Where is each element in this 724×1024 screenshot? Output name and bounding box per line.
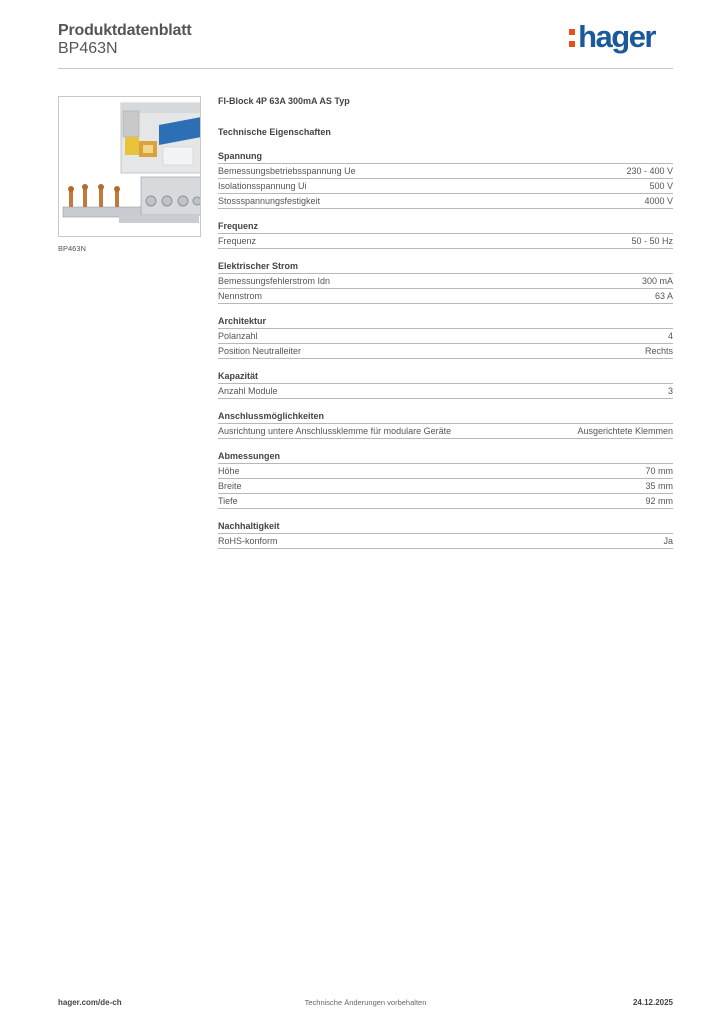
spec-group-title: Kapazität bbox=[218, 370, 673, 384]
spec-label: Position Neutralleiter bbox=[218, 346, 302, 356]
spec-label: Breite bbox=[218, 481, 242, 491]
spec-groups bbox=[218, 150, 673, 549]
spec-value: 50 - 50 Hz bbox=[631, 236, 673, 246]
spec-label: Frequenz bbox=[218, 236, 257, 246]
spec-label: Ausrichtung untere Anschlussklemme für modulare Geräte bbox=[218, 426, 452, 436]
specifications bbox=[218, 96, 673, 549]
footer-date: 24.12.2025 bbox=[632, 998, 673, 1007]
spec-label: Bemessungsfehlerstrom Idn bbox=[218, 276, 331, 286]
spec-value: 300 mA bbox=[641, 276, 673, 286]
spec-row bbox=[218, 479, 673, 494]
spec-group bbox=[218, 410, 673, 439]
spec-row bbox=[218, 344, 673, 359]
spec-row bbox=[218, 534, 673, 549]
spec-label: RoHS-konform bbox=[218, 536, 278, 546]
document-title: Produktdatenblatt bbox=[58, 22, 192, 39]
spec-value: 70 mm bbox=[645, 466, 673, 476]
spec-value: 500 V bbox=[649, 181, 673, 191]
spec-value: 4000 V bbox=[644, 196, 673, 206]
image-caption: BP463N bbox=[58, 244, 86, 253]
spec-group-title: Anschlussmöglichkeiten bbox=[218, 410, 673, 424]
spec-value: 35 mm bbox=[645, 481, 673, 491]
spec-value: 63 A bbox=[654, 291, 673, 301]
spec-row bbox=[218, 164, 673, 179]
spec-group-title: Architektur bbox=[218, 315, 673, 329]
spec-value: Rechts bbox=[644, 346, 673, 356]
product-code: BP463N bbox=[58, 40, 118, 57]
logo-text: hager bbox=[578, 19, 655, 54]
spec-group bbox=[218, 450, 673, 509]
spec-group bbox=[218, 150, 673, 209]
spec-row bbox=[218, 179, 673, 194]
spec-label: Nennstrom bbox=[218, 291, 263, 301]
spec-label: Stossspannungsfestigkeit bbox=[218, 196, 321, 206]
spec-label: Tiefe bbox=[218, 496, 238, 506]
spec-row bbox=[218, 274, 673, 289]
spec-row bbox=[218, 234, 673, 249]
spec-group bbox=[218, 260, 673, 304]
spec-label: Isolationsspannung Ui bbox=[218, 181, 307, 191]
spec-row bbox=[218, 329, 673, 344]
spec-group-title: Elektrischer Strom bbox=[218, 260, 673, 274]
product-name: FI-Block 4P 63A 300mA AS Typ bbox=[218, 96, 350, 106]
spec-label: Höhe bbox=[218, 466, 240, 476]
spec-row bbox=[218, 424, 673, 439]
spec-value: 92 mm bbox=[645, 496, 673, 506]
spec-row bbox=[218, 289, 673, 304]
spec-value: 4 bbox=[667, 331, 673, 341]
spec-label: Anzahl Module bbox=[218, 386, 278, 396]
spec-group bbox=[218, 315, 673, 359]
spec-group-title: Frequenz bbox=[218, 220, 673, 234]
product-image bbox=[58, 96, 201, 237]
logo-dots-icon bbox=[569, 27, 576, 49]
spec-row bbox=[218, 464, 673, 479]
spec-value: 230 - 400 V bbox=[626, 166, 673, 176]
spec-value: Ausgerichtete Klemmen bbox=[577, 426, 673, 436]
spec-group-title: Spannung bbox=[218, 150, 673, 164]
spec-value: 3 bbox=[667, 386, 673, 396]
header-divider bbox=[58, 68, 673, 69]
spec-group bbox=[218, 520, 673, 549]
spec-value: Ja bbox=[663, 536, 673, 546]
spec-group-title: Nachhaltigkeit bbox=[218, 520, 673, 534]
spec-row bbox=[218, 194, 673, 209]
spec-group bbox=[218, 370, 673, 399]
spec-group-title: Abmessungen bbox=[218, 450, 673, 464]
spec-row bbox=[218, 494, 673, 509]
rcd-block-illustration bbox=[59, 97, 201, 237]
spec-group bbox=[218, 220, 673, 249]
footer-notice: Technische Änderungen vorbehalten bbox=[304, 998, 427, 1007]
spec-label: Polanzahl bbox=[218, 331, 258, 341]
spec-label: Bemessungsbetriebsspannung Ue bbox=[218, 166, 356, 176]
section-heading: Technische Eigenschaften bbox=[218, 127, 331, 137]
page-header bbox=[58, 20, 673, 70]
hager-logo bbox=[569, 21, 655, 52]
footer-website: hager.com/de-ch bbox=[58, 998, 122, 1007]
spec-row bbox=[218, 384, 673, 399]
